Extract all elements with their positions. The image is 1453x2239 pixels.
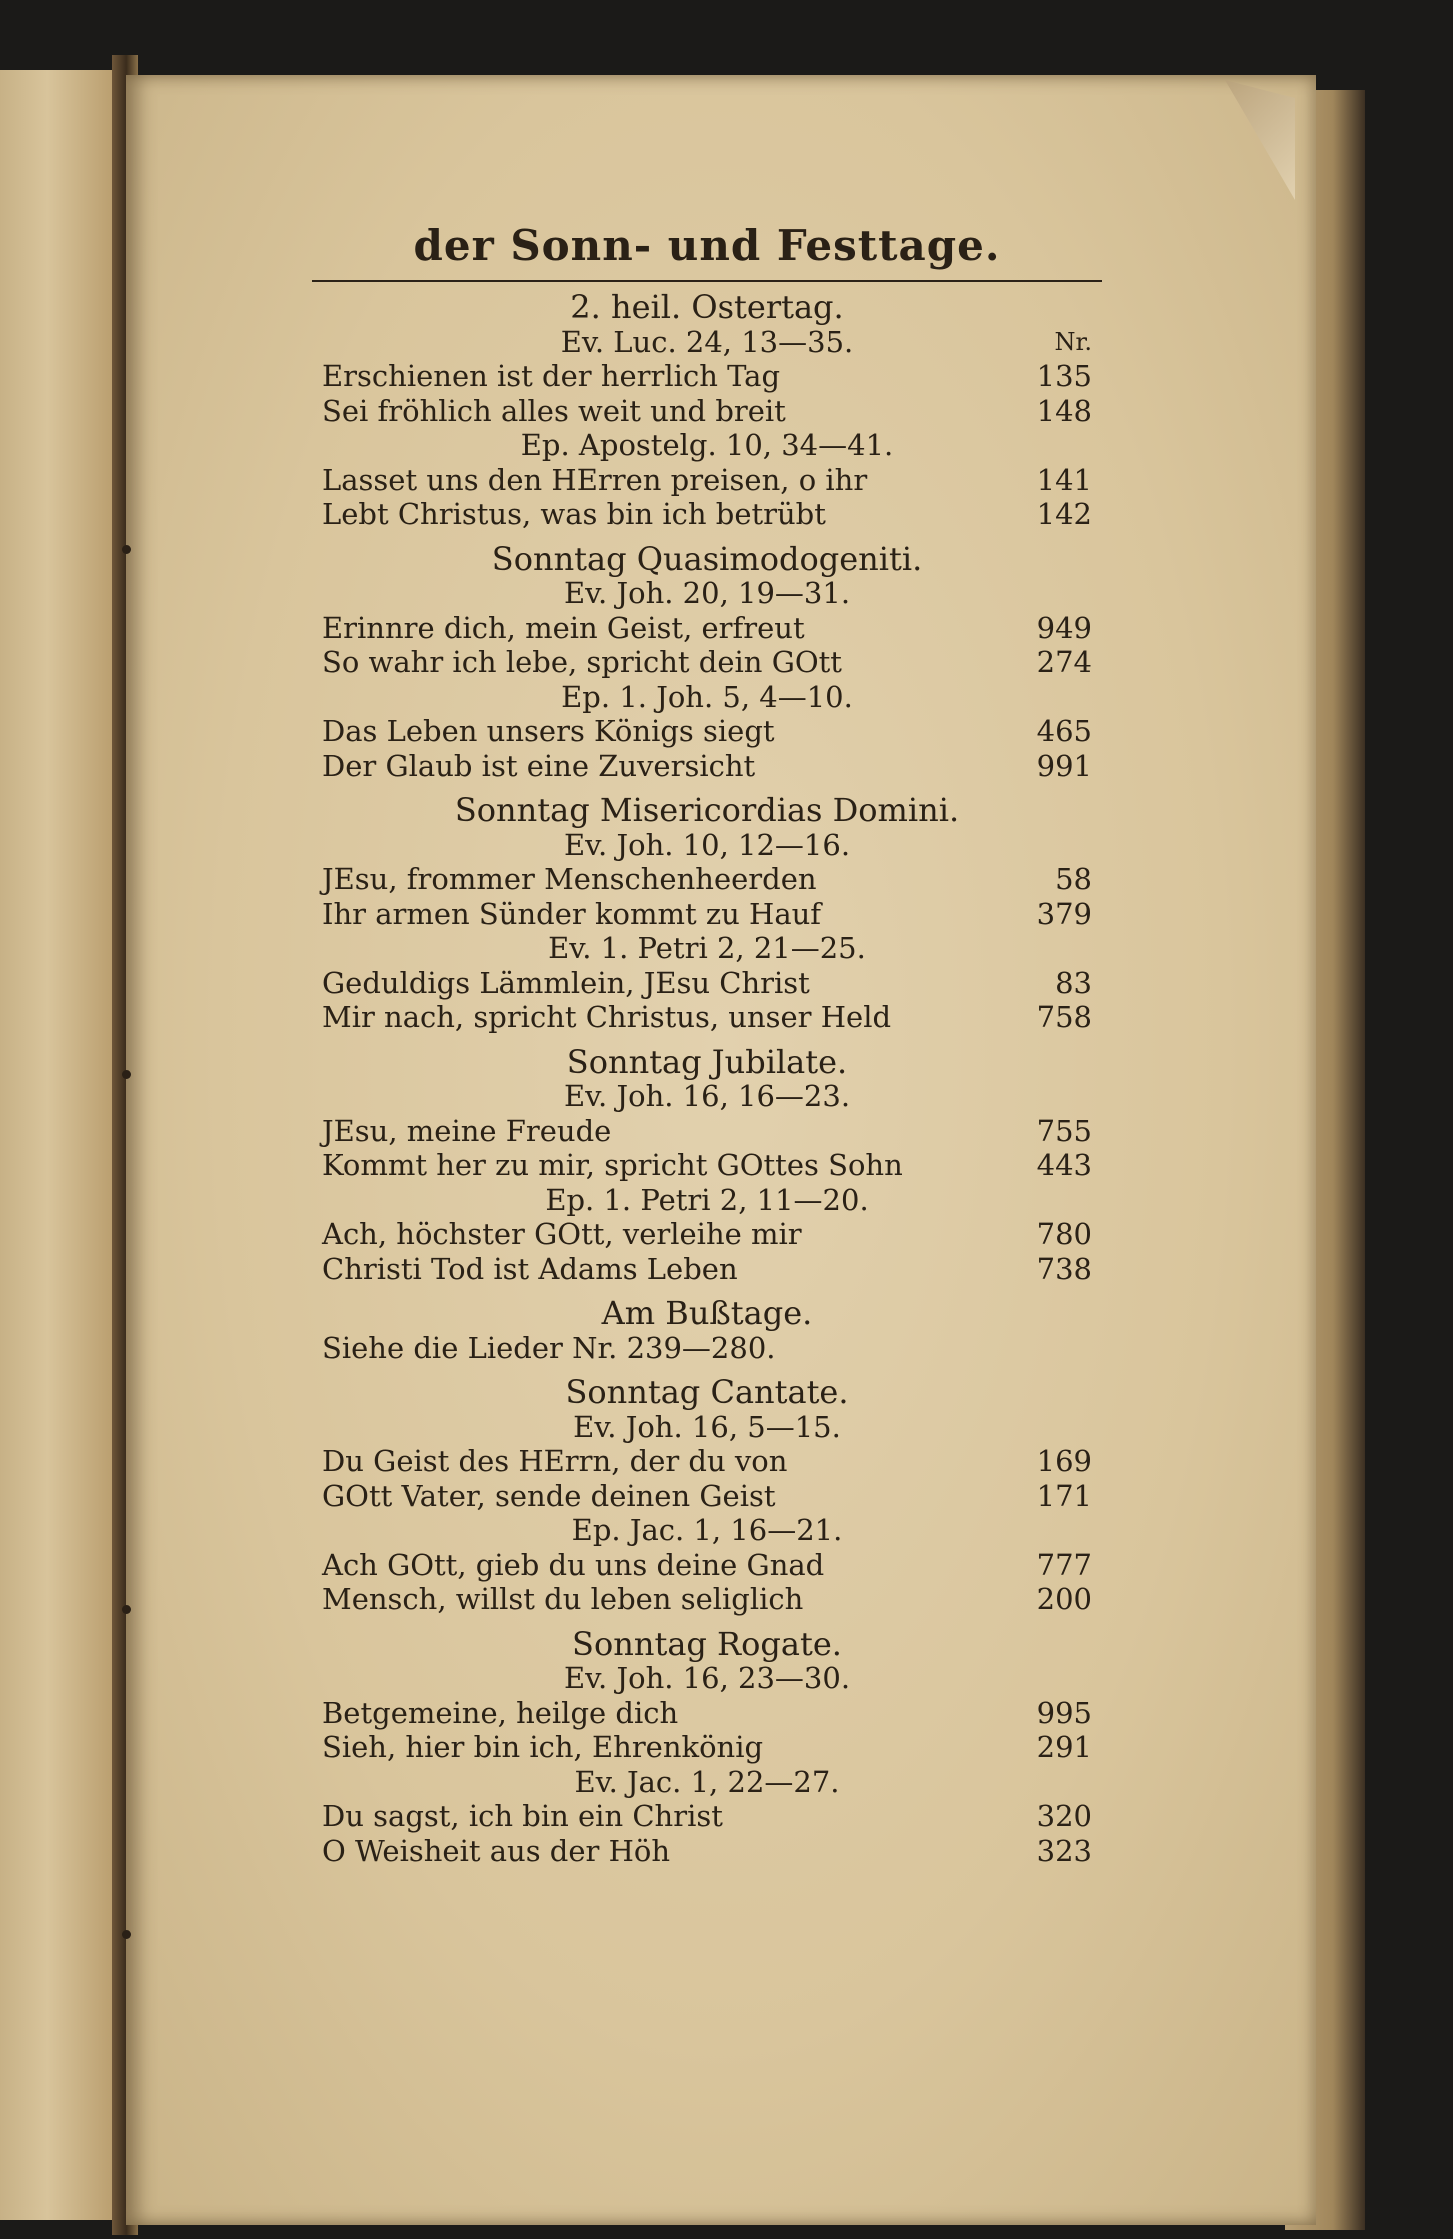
hymn-title: Ach GOtt, gieb du uns deine Gnad	[322, 1547, 825, 1582]
hymn-number: 758	[1036, 1000, 1092, 1034]
scripture-reference: Ev. Joh. 10, 12—16.	[563, 827, 851, 862]
hymn-title: Sieh, hier bin ich, Ehrenkönig	[322, 1730, 764, 1764]
hymn-title: Kommt her zu mir, spricht GOttes Sohn	[322, 1148, 903, 1182]
hymn-number: 169	[1036, 1444, 1092, 1478]
scripture-reference: Ev. Joh. 16, 16—23.	[563, 1079, 851, 1113]
hymn-entry	[322, 1730, 1092, 1765]
hymn-number: 58	[1055, 862, 1092, 896]
hymn-entry	[322, 897, 1092, 932]
hymn-entry	[322, 1252, 1092, 1287]
hymn-number: 291	[1036, 1730, 1092, 1764]
hymn-title: Erinnre dich, mein Geist, erfreut	[322, 610, 805, 645]
hymn-title: JEsu, meine Freude	[322, 1113, 612, 1148]
hymn-title: Ach, höchster GOtt, verleihe mir	[322, 1217, 802, 1251]
hymn-number: 171	[1036, 1478, 1092, 1513]
hymn-number: 148	[1036, 393, 1092, 428]
hymn-entry	[322, 1479, 1092, 1514]
hymn-title: Ihr armen Sünder kommt zu Hauf	[322, 896, 822, 931]
hymn-entry	[322, 1548, 1092, 1583]
hymn-entry	[322, 1148, 1092, 1183]
hymn-number: 274	[1036, 645, 1092, 679]
hymn-title: Geduldigs Lämmlein, JEsu Christ	[322, 965, 810, 1000]
hymn-number: 379	[1036, 896, 1092, 931]
hymn-entry	[322, 394, 1092, 429]
hymn-number: 995	[1036, 1695, 1092, 1730]
scripture-reference: Ev. Joh. 16, 5—15.	[573, 1409, 841, 1444]
note-line: Siehe die Lieder Nr. 239—280.	[322, 1330, 776, 1365]
hymn-title: Christi Tod ist Adams Leben	[322, 1251, 738, 1286]
hymn-number: 141	[1036, 462, 1092, 497]
section-heading: 2. heil. Ostertag.	[570, 288, 844, 326]
hymn-number: 320	[1036, 1799, 1092, 1833]
running-head: der Sonn- und Festtage.	[413, 221, 1001, 270]
section-heading: Sonntag Misericordias Domini.	[454, 791, 960, 829]
hymn-title: GOtt Vater, sende deinen Geist	[322, 1478, 776, 1513]
hymn-title: Erschienen ist der herrlich Tag	[322, 359, 781, 393]
hymn-title: Das Leben unsers Königs siegt	[322, 714, 775, 748]
hymn-entry	[322, 359, 1092, 394]
hymn-number: 991	[1036, 748, 1092, 783]
scripture-reference: Ep. Jac. 1, 16—21.	[571, 1513, 843, 1547]
hymn-number: 142	[1036, 497, 1092, 531]
hymn-title: O Weisheit aus der Höh	[322, 1833, 671, 1868]
hymn-entry	[322, 1696, 1092, 1731]
hymn-number: 83	[1055, 965, 1092, 1000]
hymn-number: 465	[1036, 714, 1092, 748]
scripture-reference: Ev. Joh. 20, 19—31.	[563, 576, 851, 610]
scripture-reference: Ep. Apostelg. 10, 34—41.	[520, 428, 894, 462]
hymn-entry	[322, 1582, 1092, 1617]
hymn-number: 738	[1036, 1251, 1092, 1286]
scripture-reference: Ev. 1. Petri 2, 21—25.	[548, 931, 866, 965]
section-heading: Sonntag Quasimodogeniti.	[491, 539, 923, 578]
hymn-title: Mensch, willst du leben seliglich	[322, 1582, 804, 1616]
hymn-entry	[322, 463, 1092, 498]
previous-page-edge	[0, 70, 121, 2220]
hymn-number: 323	[1036, 1833, 1092, 1868]
hymn-entry	[322, 1444, 1092, 1479]
hymn-number: 780	[1036, 1217, 1092, 1251]
scripture-reference: Ev. Joh. 16, 23—30.	[563, 1661, 851, 1695]
hymn-title: Mir nach, spricht Christus, unser Held	[322, 1000, 892, 1034]
hymn-number: 755	[1036, 1113, 1092, 1148]
hymn-entry	[322, 749, 1092, 784]
hymn-entry	[322, 1799, 1092, 1834]
hymn-number: 949	[1036, 610, 1092, 645]
head-rule	[312, 280, 1102, 282]
hymn-entry	[322, 862, 1092, 897]
scripture-reference: Ev. Luc. 24, 13—35. Nr.	[560, 324, 1092, 359]
hymn-title: Sei fröhlich alles weit und breit	[322, 393, 786, 428]
section-heading: Sonntag Cantate.	[565, 1373, 849, 1411]
section-heading: Sonntag Jubilate.	[566, 1042, 848, 1081]
hymn-entry	[322, 1834, 1092, 1869]
hymn-number: 200	[1036, 1582, 1092, 1616]
hymn-entry	[322, 497, 1092, 532]
hymn-entry	[322, 1000, 1092, 1035]
scripture-reference: Ev. Jac. 1, 22—27.	[574, 1764, 840, 1799]
hymn-entry	[322, 966, 1092, 1001]
section-heading: Sonntag Rogate.	[572, 1624, 842, 1663]
hymn-number: 443	[1036, 1148, 1092, 1182]
scripture-reference: Ep. 1. Petri 2, 11—20.	[545, 1182, 869, 1217]
hymn-title: So wahr ich lebe, spricht dein GOtt	[322, 645, 842, 679]
hymn-title: JEsu, frommer Menschenheerden	[322, 862, 817, 896]
hymn-title: Du Geist des HErrn, der du von	[322, 1444, 788, 1478]
scripture-reference: Ep. 1. Joh. 5, 4—10.	[561, 679, 853, 714]
page-text	[322, 218, 1092, 1868]
hymn-entry	[322, 611, 1092, 646]
hymn-entry	[322, 1217, 1092, 1252]
hymn-title: Lasset uns den HErren preisen, o ihr	[322, 462, 868, 497]
section-heading: Am Bußtage.	[601, 1294, 813, 1332]
hymn-number: 777	[1036, 1547, 1092, 1582]
hymn-entry	[322, 645, 1092, 680]
hymn-entry	[322, 714, 1092, 749]
hymn-entry	[322, 1114, 1092, 1149]
hymn-title: Betgemeine, heilge dich	[322, 1695, 679, 1730]
content	[322, 290, 1092, 1868]
hymn-title: Der Glaub ist eine Zuversicht	[322, 748, 756, 783]
hymn-number: 135	[1036, 359, 1092, 393]
number-column-label: Nr.	[1054, 327, 1092, 356]
hymn-title: Lebt Christus, was bin ich betrübt	[322, 497, 826, 531]
hymn-title: Du sagst, ich bin ein Christ	[322, 1799, 723, 1833]
